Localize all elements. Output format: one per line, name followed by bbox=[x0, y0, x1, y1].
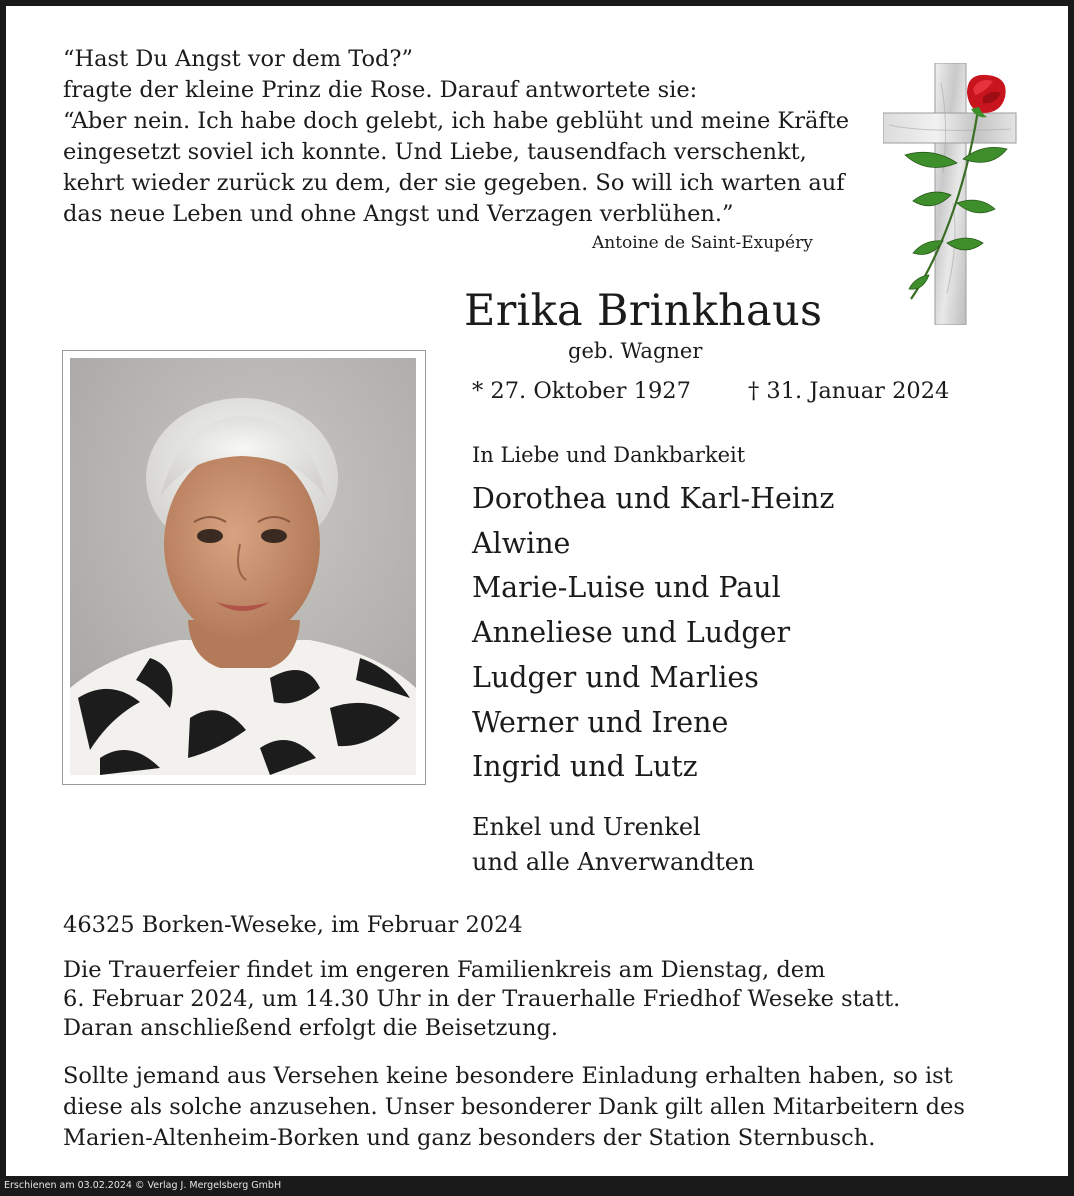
thanks-notice bbox=[63, 1061, 965, 1154]
quote-line: das neue Leben und ohne Angst und Verzagen verblühen.” bbox=[63, 201, 734, 227]
thanks-line: Marien-Altenheim-Borken und ganz besonders der Station Sternbusch. bbox=[63, 1125, 876, 1151]
publication-footer: Erschienen am 03.02.2024 © Verlag J. Mergelsberg GmbH bbox=[4, 1180, 282, 1191]
relatives-list bbox=[472, 810, 754, 880]
funeral-line: Daran anschließend erfolgt die Beisetzung. bbox=[63, 1015, 559, 1041]
mourners-list bbox=[472, 477, 834, 790]
portrait-image bbox=[70, 358, 416, 775]
birth-date: * 27. Oktober 1927 bbox=[472, 378, 691, 404]
mourner-entry: Ingrid und Lutz bbox=[472, 750, 698, 784]
cross-with-rose-image bbox=[883, 63, 1023, 325]
funeral-line: Die Trauerfeier findet im engeren Familienkreis am Dienstag, dem bbox=[63, 957, 826, 983]
mourner-entry: Ludger und Marlies bbox=[472, 660, 759, 694]
dedication-text: In Liebe und Dankbarkeit bbox=[472, 443, 746, 467]
portrait-photo bbox=[70, 358, 416, 775]
mourner-entry: Alwine bbox=[472, 526, 571, 560]
funeral-line: 6. Februar 2024, um 14.30 Uhr in der Trauerhalle Friedhof Weseke statt. bbox=[63, 986, 901, 1012]
thanks-line: Sollte jemand aus Versehen keine besondere Einladung erhalten haben, so ist bbox=[63, 1063, 953, 1089]
portrait-frame bbox=[62, 350, 426, 785]
death-date: † 31. Januar 2024 bbox=[748, 378, 950, 404]
mourner-entry: Werner und Irene bbox=[472, 705, 729, 739]
thanks-line: diese als solche anzusehen. Unser besonderer Dank gilt allen Mitarbeitern des bbox=[63, 1094, 965, 1120]
quote-line: “Hast Du Angst vor dem Tod?” bbox=[63, 46, 413, 72]
quote-line: kehrt wieder zurück zu dem, der sie gegeben. So will ich warten auf bbox=[63, 170, 845, 196]
relatives-entry: und alle Anverwandten bbox=[472, 848, 755, 876]
mourner-entry: Marie-Luise und Paul bbox=[472, 571, 781, 605]
quote-block bbox=[63, 44, 863, 230]
funeral-notice bbox=[63, 956, 900, 1043]
maiden-name: geb. Wagner bbox=[568, 339, 703, 363]
quote-line: eingesetzt soviel ich konnte. Und Liebe, tausendfach verschenkt, bbox=[63, 139, 807, 165]
mourner-entry: Anneliese und Ludger bbox=[472, 616, 791, 650]
quote-line: fragte der kleine Prinz die Rose. Darauf antwortete sie: bbox=[63, 77, 698, 103]
mourner-entry: Dorothea und Karl-Heinz bbox=[472, 482, 835, 515]
obituary-page bbox=[6, 6, 1068, 1176]
relatives-entry: Enkel und Urenkel bbox=[472, 813, 701, 841]
quote-author: Antoine de Saint-Exupéry bbox=[592, 233, 813, 253]
quote-line: “Aber nein. Ich habe doch gelebt, ich habe geblüht und meine Kräfte bbox=[63, 108, 850, 134]
place-and-date: 46325 Borken-Weseke, im Februar 2024 bbox=[63, 912, 523, 938]
life-dates bbox=[472, 378, 950, 404]
deceased-name: Erika Brinkhaus bbox=[464, 286, 823, 336]
